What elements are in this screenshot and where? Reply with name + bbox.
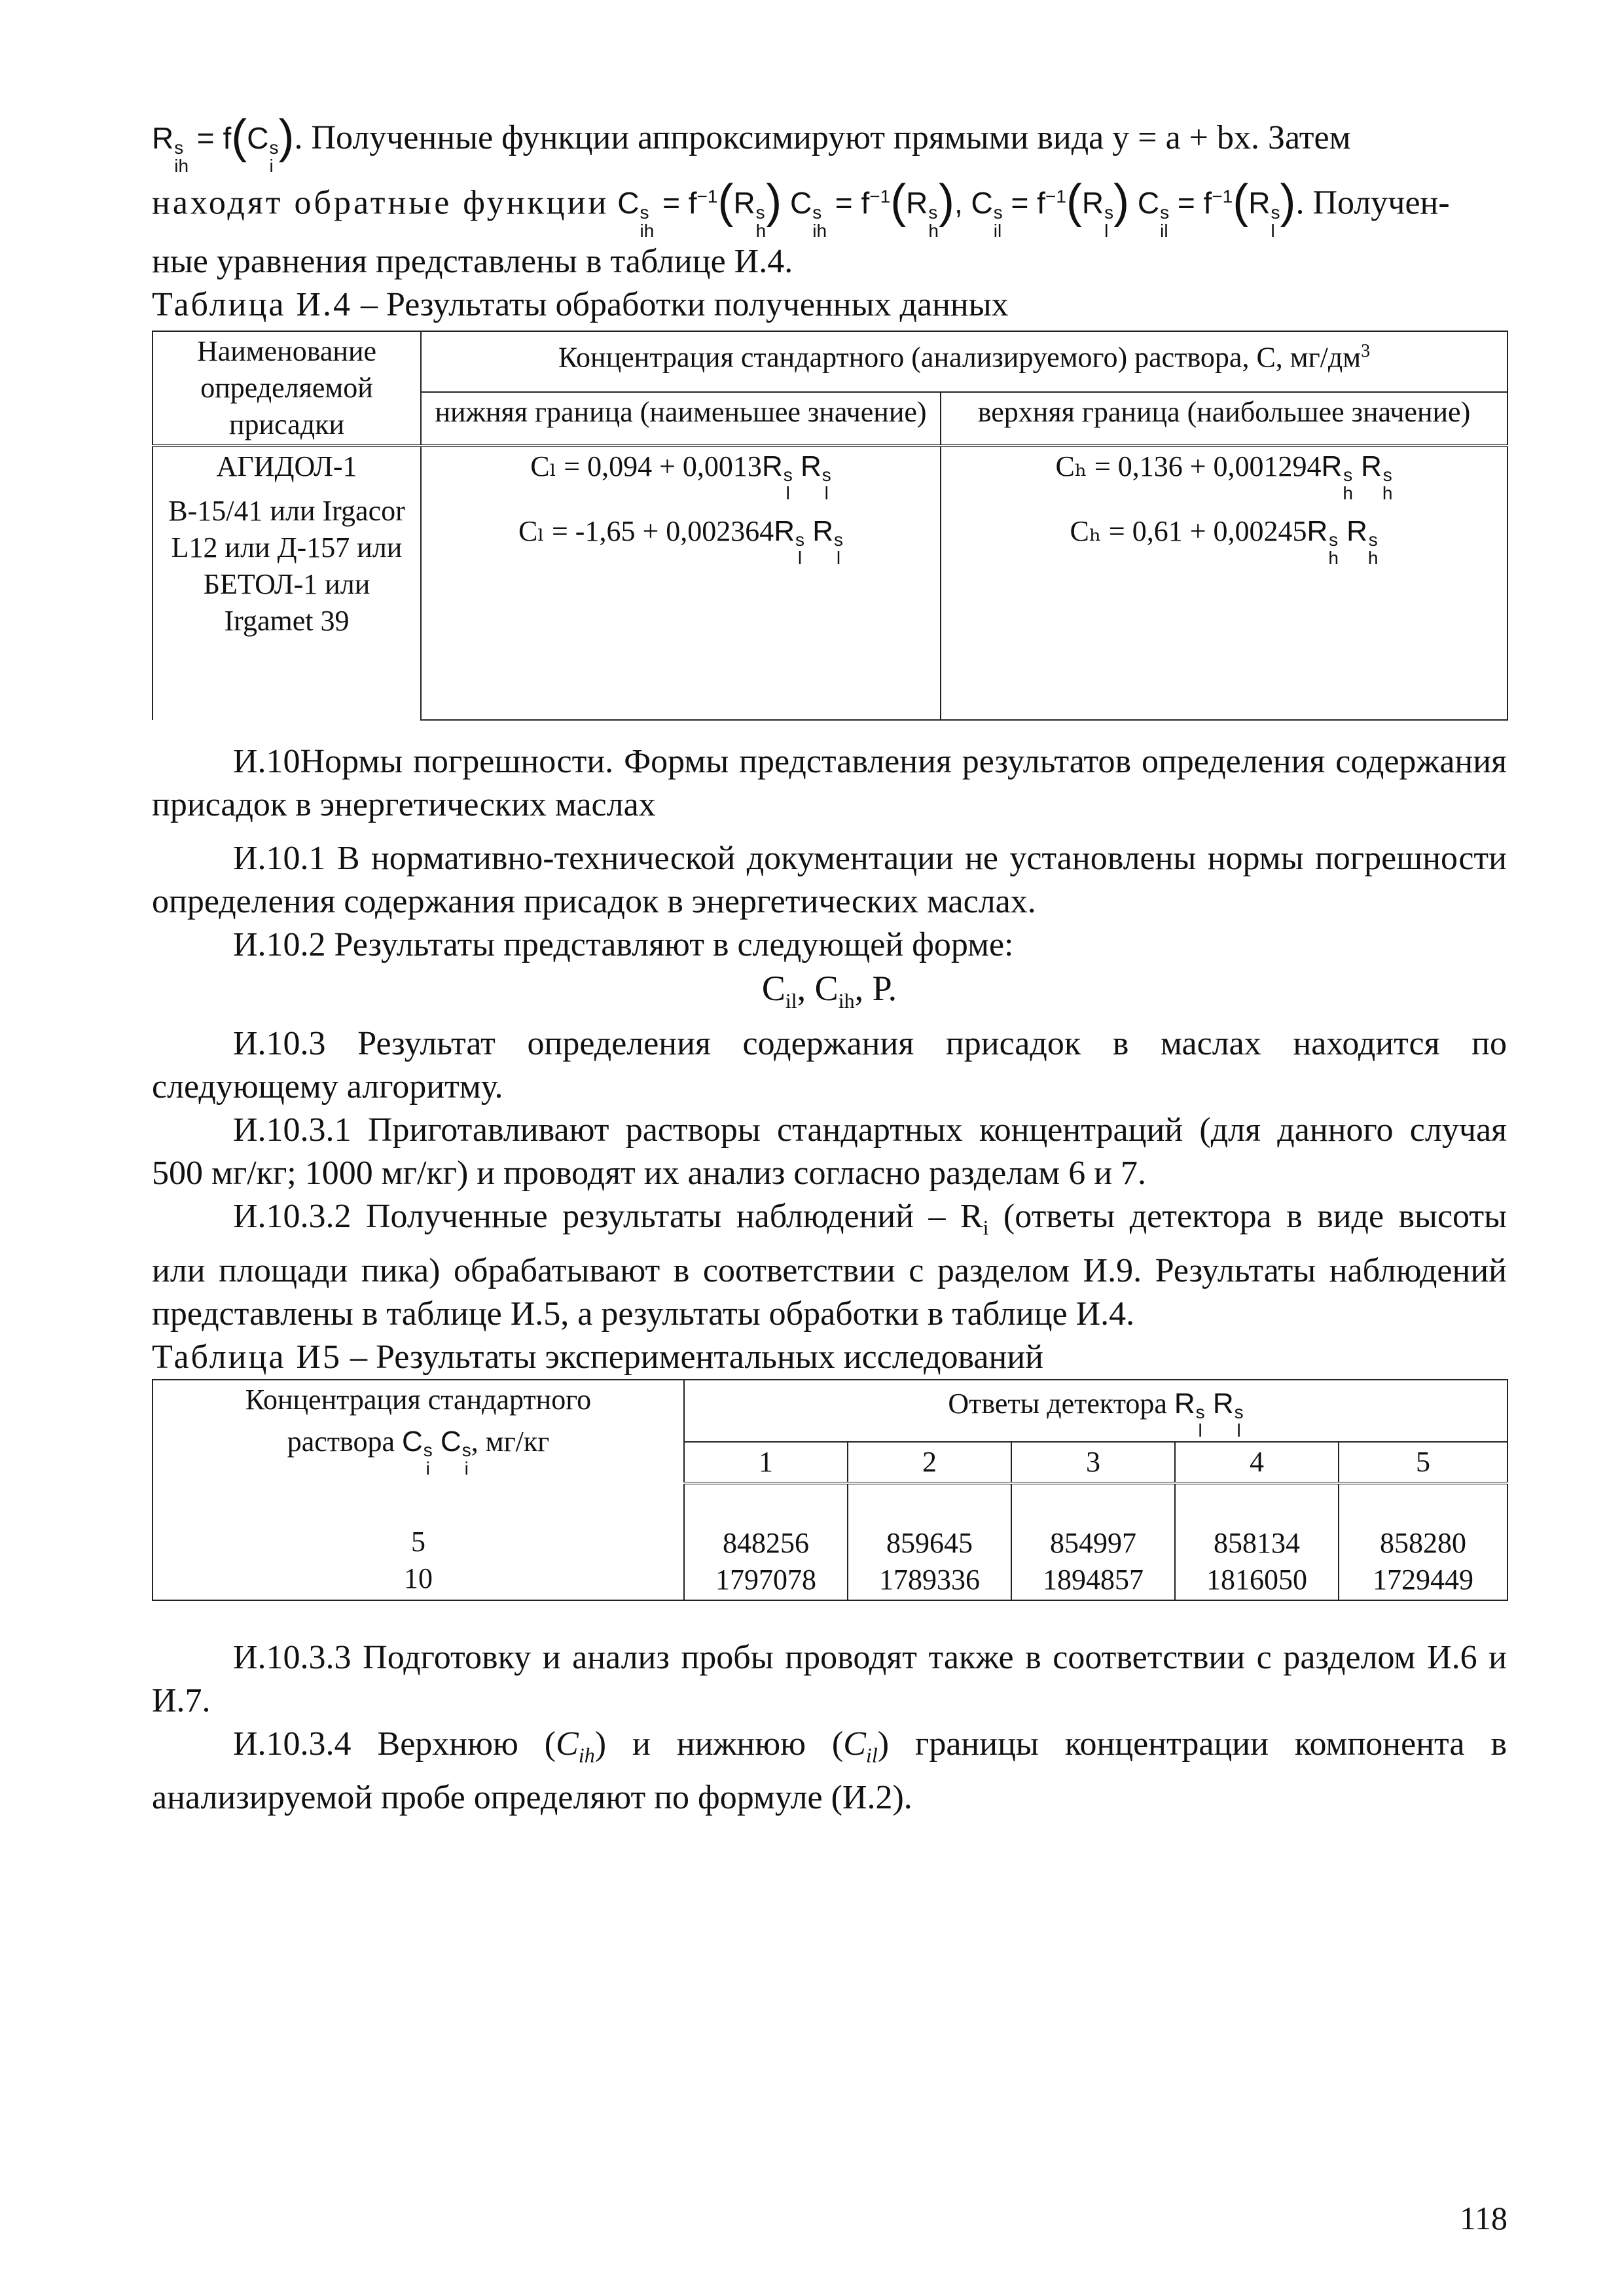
table4-upper-eq-1 — [945, 448, 1503, 503]
inverse-formula: C s ih = $f^{-1}(R$ s h ) C s ih = $f^{-1}(R$ s h ), C s il = $f^{-1}(R$ s l ) C s il = $f^{-1}(R$ s l ) — [617, 175, 1296, 242]
section-i10-3-4-a: И.10.3.4 Верхнюю ( — [233, 1725, 556, 1763]
table4-lower-cell — [421, 446, 941, 720]
table4-header-conc-text: Концентрация стандартного (анализируемого) раствора, С, мг/дм — [558, 341, 1362, 374]
section-i10-3-4: И.10.3.4 Верхнюю $(C_{ih})$ и нижнюю $(C_{il})$ границы концентрации компонента в анализируемой пробе определяют по формуле (И.2). — [152, 1725, 1507, 1816]
table4-agidol: АГИДОЛ-1 — [216, 450, 357, 483]
table5-value: 858280 — [1380, 1526, 1467, 1559]
result-form-formula: $C_{il}$, $C_{ih}$, P. — [761, 969, 897, 1013]
table4-header-name: Наименование определяемой присадки — [153, 331, 421, 446]
section-i10-2: И.10.2 Результаты представляют в следующей форме: — [233, 926, 1014, 964]
table5-header-conc-1: Концентрация стандартного — [245, 1383, 592, 1416]
table5-value: 1797078 — [715, 1563, 816, 1596]
table4-lower-text-1: Cₗ = 0,094 + 0,0013 — [530, 450, 762, 483]
intro-line-3: ные уравнения представлены в таблице И.4. — [152, 243, 793, 281]
formula-r-of-c: R s ih = f(C s i ) — [152, 111, 295, 176]
table5-val-col-3 — [1011, 1483, 1175, 1600]
table5-value: 858134 — [1214, 1526, 1300, 1559]
table5-header-resp — [684, 1380, 1507, 1442]
table5-data-row — [153, 1483, 1507, 1600]
table5-value: 1816050 — [1206, 1563, 1307, 1596]
table5-col-3: 3 — [1011, 1442, 1175, 1483]
table4-additive-list: В-15/41 или Irgacor L12 или Д-157 или БЕТОЛ-1 или Irgamet 39 — [168, 495, 405, 637]
table4-header-lower: нижняя граница (наименьшее значение) — [421, 392, 941, 446]
intro-text-1: . Полученные функции аппроксимируют прямыми вида y = a + bx. Затем — [294, 119, 1351, 156]
section-i10-3-4-b: ) и нижнюю ( — [594, 1725, 844, 1763]
table5-value: 854997 — [1050, 1526, 1136, 1559]
rs-symbol: R s h R s h — [1307, 515, 1379, 569]
table4-header-conc-sup: 3 — [1361, 341, 1371, 362]
rs-symbol: R s l R s l — [774, 515, 844, 569]
table4-caption — [152, 283, 1507, 327]
table-4 — [152, 331, 1508, 721]
table4-caption-text: – Результаты обработки полученных данных — [352, 286, 1009, 324]
section-i10-3-2: И.10.3.2 Полученные результаты наблюдений – $R_i$ (ответы детектора в виде высоты или площади пика) обрабатывают в соответствии с разделом И.9. Результаты наблюдений представлены в таблице И.5, а результаты обработки в таблице И.4. — [152, 1198, 1507, 1333]
table4-header-upper: верхняя граница (наибольшее значение) — [941, 392, 1507, 446]
section-i10-3-4-c: ) границы концентрации компонента в анализируемой пробе определяют по формуле (И.2). — [152, 1725, 1507, 1816]
table5-caption-text: – Результаты экспериментальных исследований — [341, 1338, 1043, 1376]
table5-value: 1789336 — [879, 1563, 980, 1596]
table5-conc-5: 5 — [411, 1525, 425, 1558]
table5-col-5: 5 — [1339, 1442, 1507, 1483]
table5-conc-10: 10 — [404, 1562, 433, 1594]
table4-caption-label: Таблица И.4 — [152, 286, 352, 324]
table5-col-4: 4 — [1175, 1442, 1339, 1483]
table5-caption — [152, 1336, 1507, 1379]
table4-row-name-1 — [153, 446, 421, 720]
rs-symbol: R s l R s l — [761, 450, 831, 504]
table5-header-resp-text: Ответы детектора — [948, 1387, 1167, 1420]
table5-col-1: 1 — [684, 1442, 848, 1483]
table4-row — [153, 446, 1507, 720]
rs-symbol: R s h R s h — [1321, 450, 1393, 504]
section-i10-3-2-a: И.10.3.2 Полученные результаты наблюдений – R — [233, 1198, 983, 1236]
table5-val-col-5 — [1339, 1483, 1507, 1600]
table4-upper-cell — [941, 446, 1507, 720]
table-5 — [152, 1379, 1508, 1601]
table5-header-conc-2b: , мг/кг — [471, 1425, 550, 1458]
table4-upper-text-1: Cₕ = 0,136 + 0,001294 — [1055, 450, 1322, 483]
table5-value: 848256 — [723, 1526, 809, 1559]
section-i10: И.10Нормы погрешности. Формы представления результатов определения содержания присадок в энергетических маслах — [152, 743, 1507, 824]
table4-lower-eq-2 — [425, 513, 936, 567]
table5-header-conc-2 — [157, 1424, 679, 1478]
table4-upper-text-2: Cₕ = 0,61 + 0,00245 — [1070, 515, 1307, 548]
intro-line-2 — [152, 175, 1507, 240]
intro-text-2: находят обратные функции — [152, 184, 609, 222]
table4-lower-text-2: Cₗ = -1,65 + 0,002364 — [518, 515, 774, 548]
section-i10-3-2-b: (ответы детектора в виде высоты или площади пика) обрабатывают в соответствии с разделом И.9. Результаты наблюдений представлены в таблице И.5, а результаты обработки в таблице И.4. — [152, 1198, 1507, 1333]
table5-caption-label: Таблица И5 — [152, 1338, 342, 1376]
table5-value: 1894857 — [1043, 1563, 1144, 1596]
page-number: 118 — [1459, 2200, 1507, 2236]
section-i10-3-1: И.10.3.1 Приготавливают растворы стандартных концентраций (для данного случая 500 мг/кг; 1000 мг/кг) и проводят их анализ согласно разделам 6 и 7. — [152, 1111, 1507, 1193]
table5-value: 859645 — [886, 1526, 973, 1559]
table5-conc-cell — [153, 1483, 684, 1600]
rs-symbol: R s l R s l — [1174, 1387, 1244, 1441]
table4-upper-eq-2 — [945, 513, 1503, 567]
section-i10-3: И.10.3 Результат определения содержания присадок в маслах находится по следующему алгоритму. — [152, 1025, 1507, 1106]
cs-symbol: C s i C s i — [401, 1425, 471, 1479]
section-i10-1: И.10.1 В нормативно-технической документации не установлены нормы погрешности определения содержания присадок в энергетических маслах. — [152, 840, 1507, 921]
table5-header-conc — [153, 1380, 684, 1483]
c-symbol: C — [761, 969, 785, 1009]
table5-value: 1729449 — [1373, 1563, 1474, 1596]
table5-header-conc-2a: раствора — [287, 1425, 395, 1458]
table4-lower-eq-1 — [425, 448, 936, 503]
section-i10-3-3: И.10.3.3 Подготовку и анализ пробы проводят также в соответствии с разделом И.6 и И.7. — [152, 1638, 1507, 1719]
document-page — [152, 111, 1507, 1820]
intro-text-2-end: . Получен- — [1295, 184, 1450, 222]
table4-header-conc — [421, 331, 1507, 392]
intro-line-1 — [152, 111, 1507, 176]
table5-header-row — [153, 1380, 1507, 1442]
table4-header-row — [153, 331, 1507, 392]
table5-val-col-1 — [684, 1483, 848, 1600]
table5-val-col-2 — [848, 1483, 1011, 1600]
table5-col-2: 2 — [848, 1442, 1011, 1483]
table5-val-col-4 — [1175, 1483, 1339, 1600]
